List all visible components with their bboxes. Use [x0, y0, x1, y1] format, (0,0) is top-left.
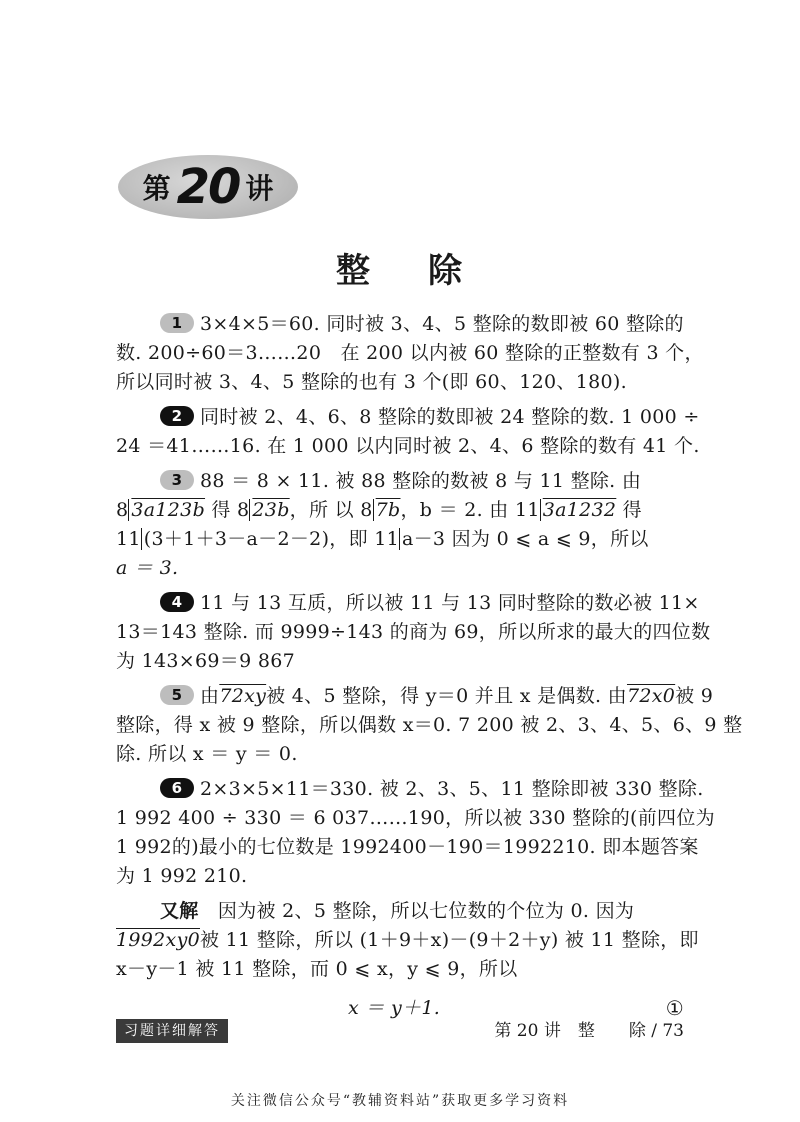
math-text: ，b ＝ 2. 由 11: [400, 499, 540, 521]
problem-4-line: 13＝143 整除. 而 9999÷143 的商为 69，所以所求的最大的四位数: [116, 621, 711, 643]
divides-expression: a－3 因为 0 ⩽ a ⩽ 9，所以: [399, 528, 649, 550]
math-text: 8: [116, 499, 129, 521]
problem-4-text: 11 与 13 互质，所以被 11 与 13 同时整除的数必被 11×: [200, 592, 700, 614]
problem-5: [116, 682, 743, 769]
problem-2: [116, 403, 700, 461]
problem-3-line: [116, 496, 684, 525]
problem-6-line: [116, 775, 704, 804]
running-footer: 第 20 讲 整 除 / 73: [494, 1021, 684, 1041]
title-char-1: 整: [336, 251, 372, 291]
overlined-number: 7b: [373, 499, 401, 521]
page-title: [0, 243, 800, 292]
problem-6: [116, 775, 715, 891]
math-text: 11: [116, 528, 141, 550]
problem-1-line: [116, 310, 684, 339]
chapter-badge-suffix: 讲: [245, 172, 274, 205]
alternative-solution-line: x－y－1 被 11 整除，而 0 ⩽ x，y ⩽ 9，所以: [116, 958, 518, 980]
equation: x ＝ y＋1.: [348, 997, 441, 1019]
problem-number-badge: 2: [160, 406, 194, 426]
problem-4-line: [116, 589, 700, 618]
problem-2-text: 同时被 2、4、6、8 整除的数即被 24 整除的数. 1 000 ÷: [200, 406, 700, 428]
chapter-number: 20: [176, 159, 240, 215]
solutions-body: [116, 310, 743, 1029]
alternative-solution-line: [116, 926, 699, 955]
divides-expression: (3＋1＋3－a－2－2)，即 11: [141, 528, 399, 550]
problem-2-line: 24 ＝41……16. 在 1 000 以内同时被 2、4、6 整除的数有 41 个.: [116, 435, 700, 457]
problem-1-line: 数. 200÷60＝3……20 在 200 以内被 60 整除的正整数有 3 个，: [116, 342, 704, 364]
math-text: 被 11 整除，所以 (1＋9＋x)－(9＋2＋y) 被 11 整除，即: [200, 929, 699, 951]
math-text: 得: [616, 499, 642, 521]
problem-number-badge: 1: [160, 313, 194, 333]
overlined-number: 72xy: [219, 685, 267, 707]
overlined-number: 23b: [249, 499, 289, 521]
overlined-number: 72x0: [626, 685, 676, 707]
problem-1: [116, 310, 704, 397]
overlined-number: 3a1232: [540, 499, 617, 521]
problem-number-badge: 4: [160, 592, 194, 612]
equation-number: ①: [665, 996, 684, 1020]
math-text: 被 4、5 整除，得 y＝0 并且 x 是偶数. 由: [266, 685, 627, 707]
problem-number-badge: 3: [160, 470, 194, 490]
problem-1-text: 3×4×5＝60. 同时被 3、4、5 整除的数即被 60 整除的: [200, 313, 684, 335]
problem-4: [116, 589, 711, 676]
problem-5-line: 整除，得 x 被 9 整除，所以偶数 x＝0. 7 200 被 2、3、4、5、6、9 整: [116, 714, 743, 736]
problem-6-line: 1 992 400 ÷ 330 ＝ 6 037……190，所以被 330 整除的(前四位为: [116, 807, 715, 829]
problem-number-badge: 6: [160, 778, 194, 798]
overlined-number: 1992xy0: [116, 929, 200, 951]
problem-5-line: 除. 所以 x ＝ y ＝ 0.: [116, 743, 298, 765]
math-text: 由: [200, 685, 220, 707]
title-char-2: 除: [428, 251, 464, 291]
problem-3: [116, 467, 684, 583]
problem-6-line: 1 992的)最小的七位数是 1992400－190＝1992210. 即本题答案: [116, 836, 699, 858]
problem-3-text: 88 ＝ 8 × 11. 被 88 整除的数被 8 与 11 整除. 由: [200, 470, 642, 492]
section-tag: 习题详细解答: [116, 1019, 228, 1043]
problem-2-line: [116, 403, 700, 432]
overlined-number: 3a123b: [128, 499, 205, 521]
math-text: 得 8: [205, 499, 250, 521]
problem-1-line: 所以同时被 3、4、5 整除的也有 3 个(即 60、120、180).: [116, 371, 627, 393]
problem-4-line: 为 143×69＝9 867: [116, 650, 295, 672]
problem-6-line: 为 1 992 210.: [116, 865, 248, 887]
math-text: 因为被 2、5 整除，所以七位数的个位为 0. 因为: [198, 900, 635, 922]
watermark-text: 关注微信公众号“教辅资料站”获取更多学习资料: [230, 1093, 570, 1109]
alternative-solution: [116, 897, 699, 1023]
problem-5-line: [116, 682, 714, 711]
math-text: 被 9: [675, 685, 714, 707]
problem-6-text: 2×3×5×11＝330. 被 2、3、5、11 整除即被 330 整除.: [200, 778, 704, 800]
problem-3-line: a ＝ 3.: [116, 557, 179, 579]
chapter-badge: [118, 155, 298, 219]
alternative-solution-label: 又解: [160, 900, 199, 922]
problem-number-badge: 5: [160, 685, 194, 705]
chapter-badge-prefix: 第: [142, 172, 171, 205]
math-text: ，所 以 8: [289, 499, 373, 521]
alternative-solution-line: [116, 897, 684, 926]
problem-3-line: [116, 525, 684, 554]
problem-3-line: [116, 467, 684, 496]
